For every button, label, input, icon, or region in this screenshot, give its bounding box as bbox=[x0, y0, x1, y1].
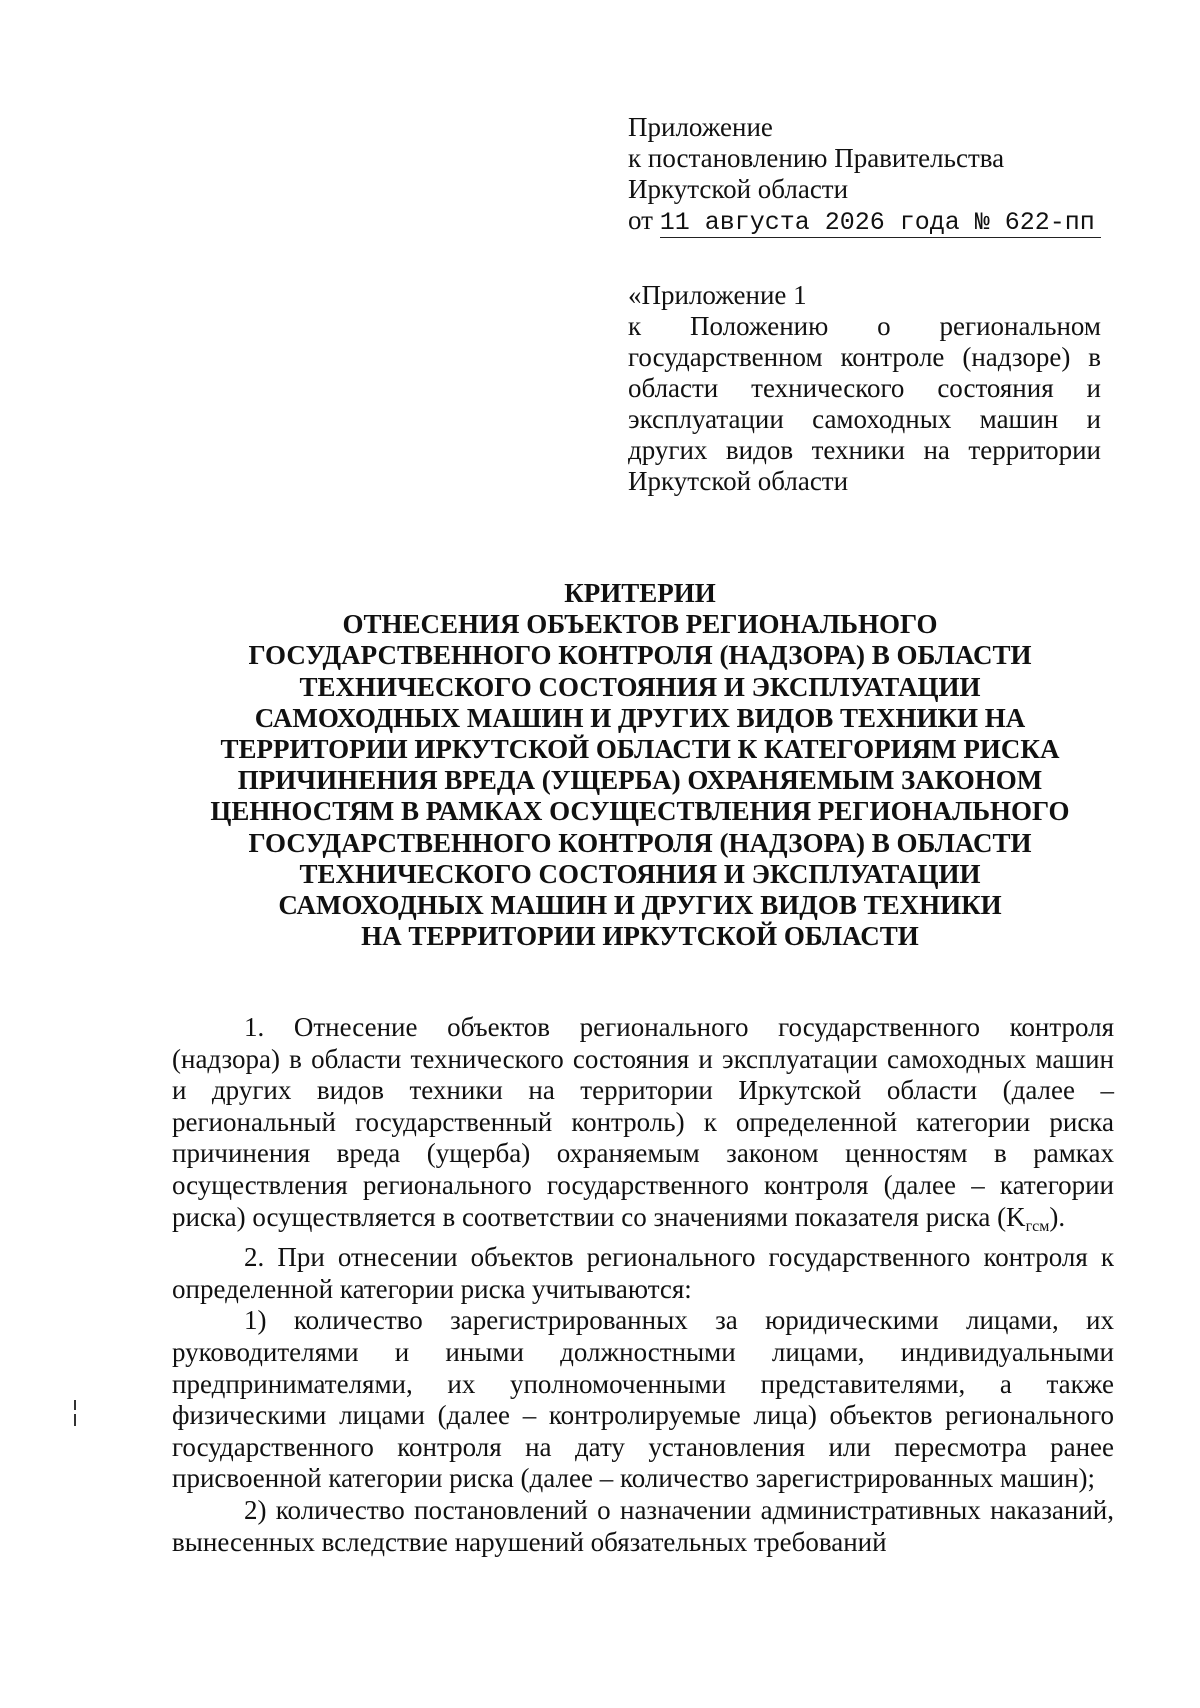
header-line-appendix: Приложение bbox=[628, 112, 773, 142]
title-line: ТЕХНИЧЕСКОГО СОСТОЯНИЯ И ЭКСПЛУАТАЦИИ bbox=[299, 858, 981, 889]
header-line-region: Иркутской области bbox=[628, 174, 849, 204]
title-line: ЦЕННОСТЯМ В РАМКАХ ОСУЩЕСТВЛЕНИЯ РЕГИОНАЛЬНОГО bbox=[210, 796, 1070, 827]
title-line: ГОСУДАРСТВЕННОГО КОНТРОЛЯ (НАДЗОРА) В ОБЛАСТИ bbox=[248, 827, 1032, 858]
title-line: НА ТЕРРИТОРИИ ИРКУТСКОЙ ОБЛАСТИ bbox=[361, 921, 919, 952]
annex-reference bbox=[628, 280, 1101, 497]
annex-text: к Положению о региональном государственном контроле (надзоре) в области технического состояния и эксплуатации самоходных машин и других видов техники на территории Иркутской области bbox=[628, 311, 1101, 496]
title-line: ТЕРРИТОРИИ ИРКУТСКОЙ ОБЛАСТИ К КАТЕГОРИЯМ РИСКА bbox=[220, 734, 1060, 765]
date-prefix: от bbox=[628, 205, 653, 235]
header-date-row bbox=[628, 205, 1108, 238]
resolution-date-number: 11 августа 2026 года № 622-пп bbox=[660, 209, 1101, 238]
title-line: ОТНЕСЕНИЯ ОБЪЕКТОВ РЕГИОНАЛЬНОГО bbox=[342, 609, 938, 640]
paragraph-1-end: ). bbox=[1049, 1201, 1066, 1232]
document-title bbox=[160, 578, 1120, 952]
annex-title: «Приложение 1 bbox=[628, 280, 807, 310]
paragraph-2: 2. При отнесении объектов регионального государственного контроля к определенной категории риска учитываются: bbox=[172, 1242, 1114, 1304]
paragraph-1-text: 1. Отнесение объектов регионального государственного контроля (надзора) в области технического состояния и эксплуатации самоходных машин и других видов техники на территории Иркутской области (далее – региональный государственный контроль) к определенной категории риска причинения вреда (ущерба) охраняемым законом ценностям в рамках осуществления регионального государственного контроля (далее – категории риска) осуществляется в соответствии со значениями показателя риска (K bbox=[172, 1012, 1114, 1232]
risk-index-subscript: гсм bbox=[1025, 1217, 1050, 1235]
paragraph-1 bbox=[172, 1012, 1114, 1242]
list-item-1: 1) количество зарегистрированных за юридическими лицами, их руководителями и иными должностными лицами, индивидуальными предпринимателями, их уполномоченными представителями, а также физическими лицами (далее – контролируемые лица) объектов регионального государственного контроля на дату установления или пересмотра ранее присвоенной категории риска (далее – количество зарегистрированных машин); bbox=[172, 1305, 1114, 1494]
title-line: САМОХОДНЫХ МАШИН И ДРУГИХ ВИДОВ ТЕХНИКИ bbox=[278, 890, 1002, 921]
title-line: ГОСУДАРСТВЕННОГО КОНТРОЛЯ (НАДЗОРА) В ОБЛАСТИ bbox=[248, 640, 1032, 671]
document-body bbox=[172, 1012, 1114, 1558]
title-line: САМОХОДНЫХ МАШИН И ДРУГИХ ВИДОВ ТЕХНИКИ НА bbox=[254, 702, 1026, 733]
title-line: КРИТЕРИИ bbox=[564, 578, 716, 608]
title-line: ПРИЧИНЕНИЯ ВРЕДА (УЩЕРБА) ОХРАНЯЕМЫМ ЗАКОНОМ bbox=[237, 765, 1043, 796]
scan-margin-mark bbox=[74, 1400, 77, 1426]
list-item-2: 2) количество постановлений о назначении административных наказаний, вынесенных вследствие нарушений обязательных требований bbox=[172, 1494, 1114, 1557]
title-line: ТЕХНИЧЕСКОГО СОСТОЯНИЯ И ЭКСПЛУАТАЦИИ bbox=[299, 671, 981, 702]
approval-header bbox=[628, 112, 1108, 238]
header-line-resolution: к постановлению Правительства bbox=[628, 143, 1005, 173]
